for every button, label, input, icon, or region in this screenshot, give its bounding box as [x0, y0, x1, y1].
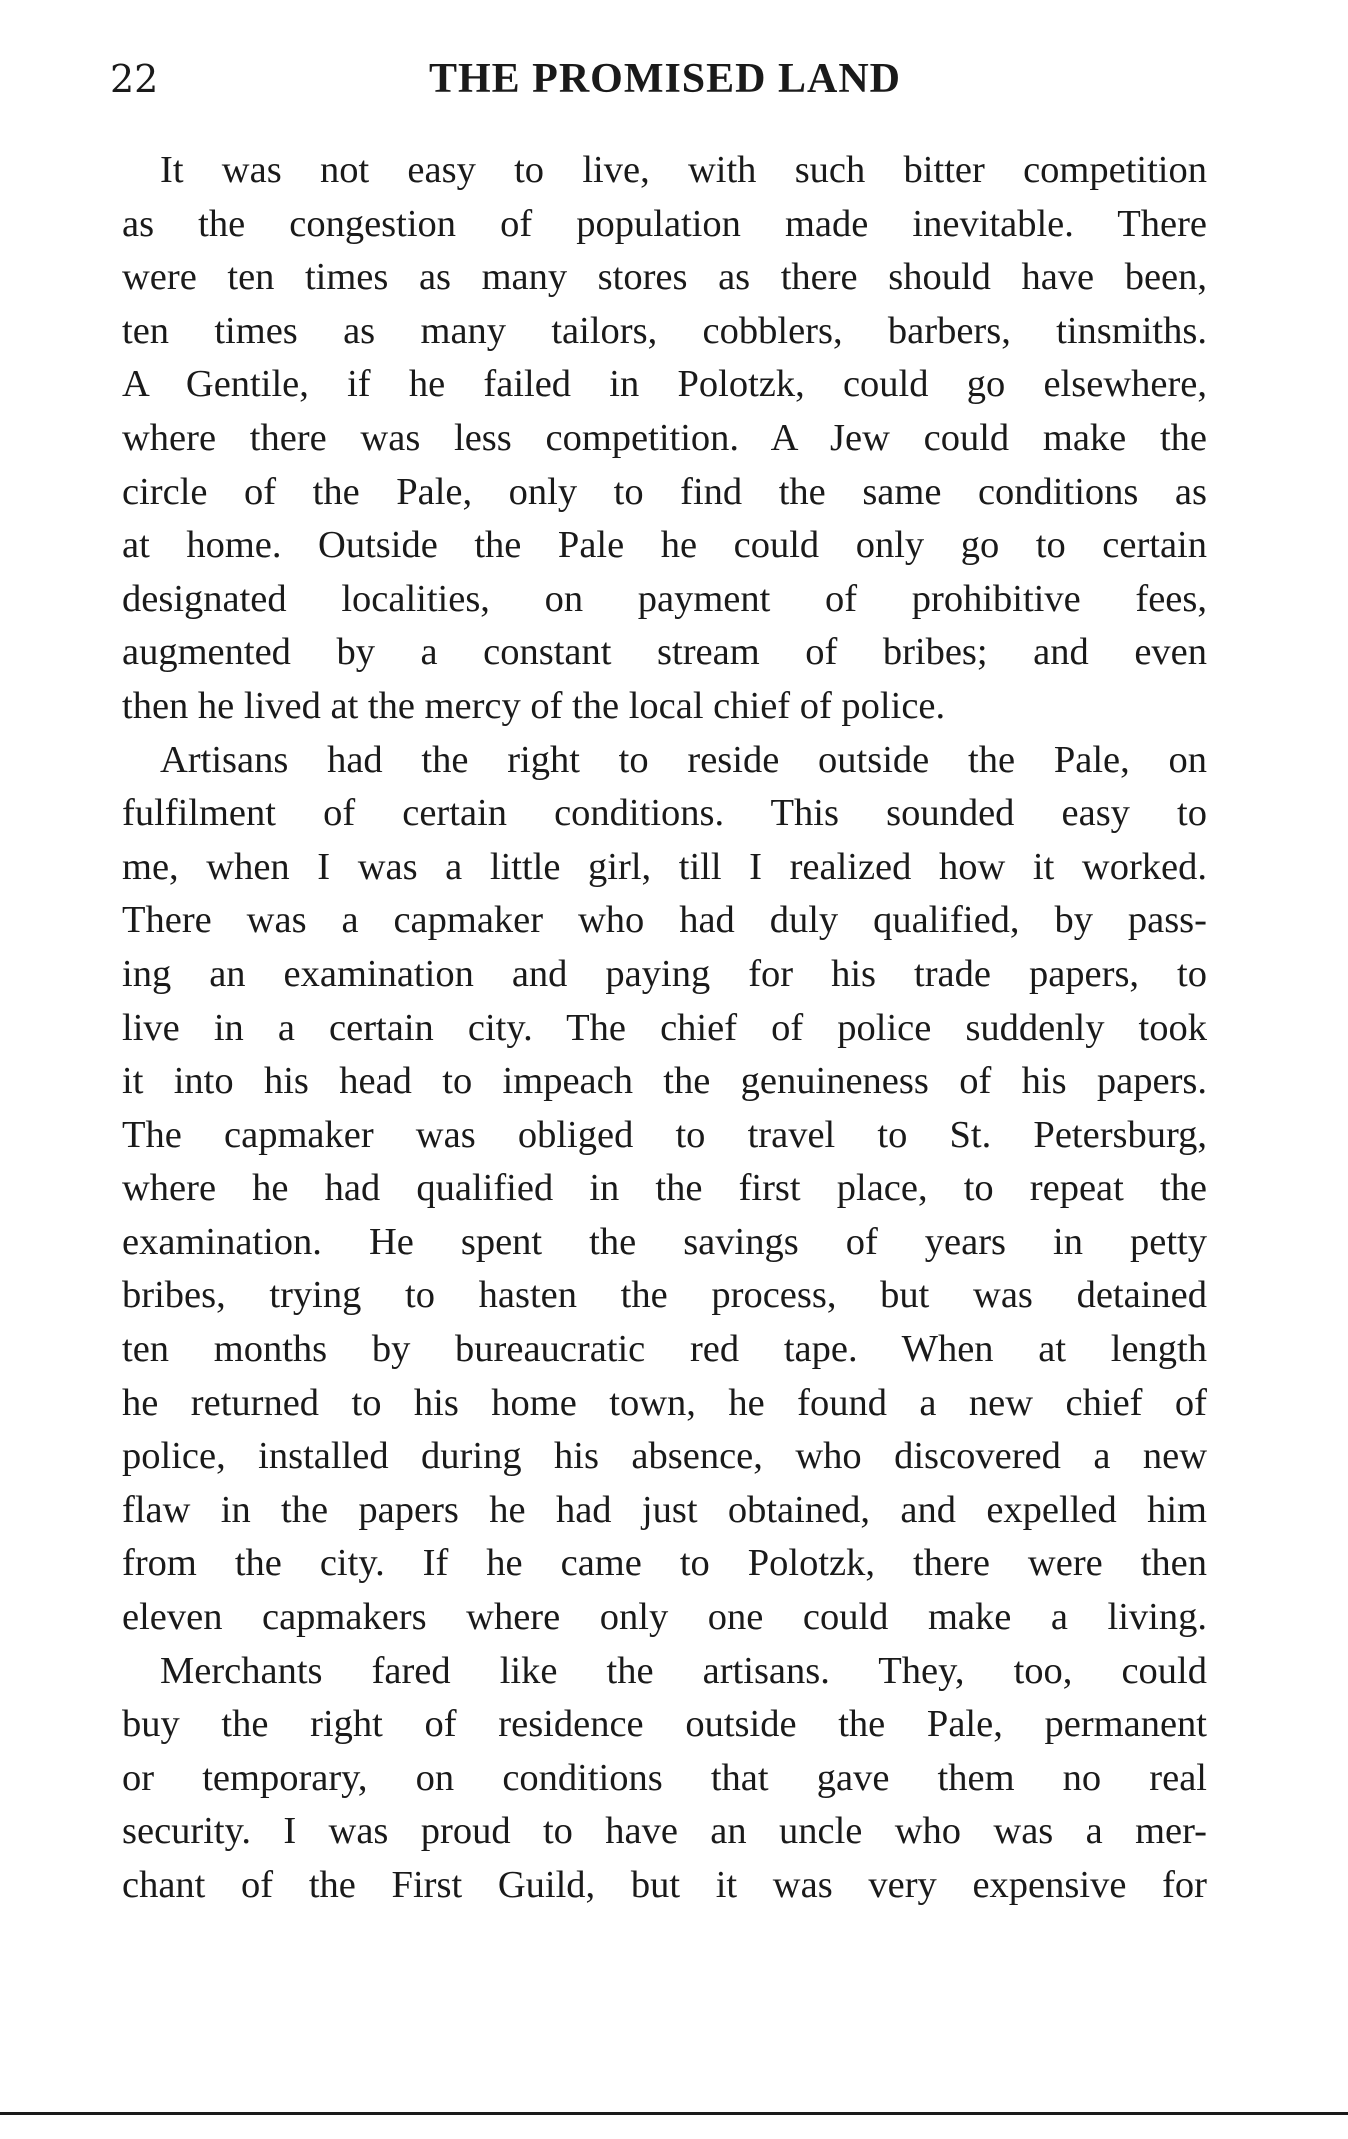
body-text — [122, 144, 1207, 1913]
text-line: at home. Outside the Pale he could only go to certain — [122, 524, 1207, 567]
text-line: chant of the First Guild, but it was very expensive for — [122, 1864, 1207, 1906]
text-line: ten times as many tailors, cobblers, barbers, tinsmiths. — [122, 309, 1207, 352]
text-line: then he lived at the mercy of the local chief of police. — [122, 684, 946, 727]
text-line: A Gentile, if he failed in Polotzk, could go elsewhere, — [122, 363, 1207, 406]
text-line: bribes, trying to hasten the process, but was detained — [122, 1274, 1207, 1317]
page-header — [110, 56, 1220, 102]
text-line: There was a capmaker who had duly qualified, by pass- — [122, 899, 1207, 942]
text-line: Artisans had the right to reside outside the Pale, on — [160, 738, 1207, 781]
text-line: me, when I was a little girl, till I realized how it worked. — [122, 845, 1207, 888]
text-line: he returned to his home town, he found a new chief of — [122, 1381, 1207, 1424]
text-line: security. I was proud to have an uncle who was a mer- — [122, 1810, 1207, 1853]
text-line: police, installed during his absence, who discovered a new — [122, 1435, 1207, 1478]
text-line: where there was less competition. A Jew could make the — [122, 416, 1207, 459]
text-line: examination. He spent the savings of years in petty — [122, 1220, 1207, 1263]
page-number: 22 — [110, 57, 159, 101]
text-line: flaw in the papers he had just obtained, and expelled him — [122, 1488, 1207, 1531]
text-line: ten months by bureaucratic red tape. When at length — [122, 1328, 1207, 1371]
text-line: were ten times as many stores as there should have been, — [122, 256, 1207, 299]
text-line: eleven capmakers where only one could make a living. — [122, 1596, 1207, 1639]
text-line: circle of the Pale, only to find the same conditions as — [122, 470, 1207, 513]
text-line: live in a certain city. The chief of police suddenly took — [122, 1006, 1207, 1049]
text-line: from the city. If he came to Polotzk, there were then — [122, 1542, 1207, 1585]
text-line: It was not easy to live, with such bitter competition — [160, 149, 1207, 191]
text-line: The capmaker was obliged to travel to St. Petersburg, — [122, 1113, 1207, 1156]
text-line: ing an examination and paying for his trade papers, to — [122, 952, 1207, 995]
text-line: augmented by a constant stream of bribes; and even — [122, 631, 1207, 674]
text-line: it into his head to impeach the genuineness of his papers. — [122, 1060, 1207, 1103]
running-title: THE PROMISED LAND — [428, 56, 902, 102]
text-line: Merchants fared like the artisans. They, too, could — [160, 1649, 1207, 1692]
bottom-rule — [0, 2112, 1348, 2115]
text-line: where he had qualified in the first place, to repeat the — [122, 1167, 1207, 1210]
text-line: designated localities, on payment of prohibitive fees, — [122, 577, 1207, 620]
text-line: or temporary, on conditions that gave them no real — [122, 1756, 1207, 1799]
text-line: buy the right of residence outside the Pale, permanent — [122, 1703, 1207, 1746]
text-line: as the congestion of population made inevitable. There — [122, 202, 1207, 245]
text-line: fulfilment of certain conditions. This sounded easy to — [122, 792, 1207, 835]
